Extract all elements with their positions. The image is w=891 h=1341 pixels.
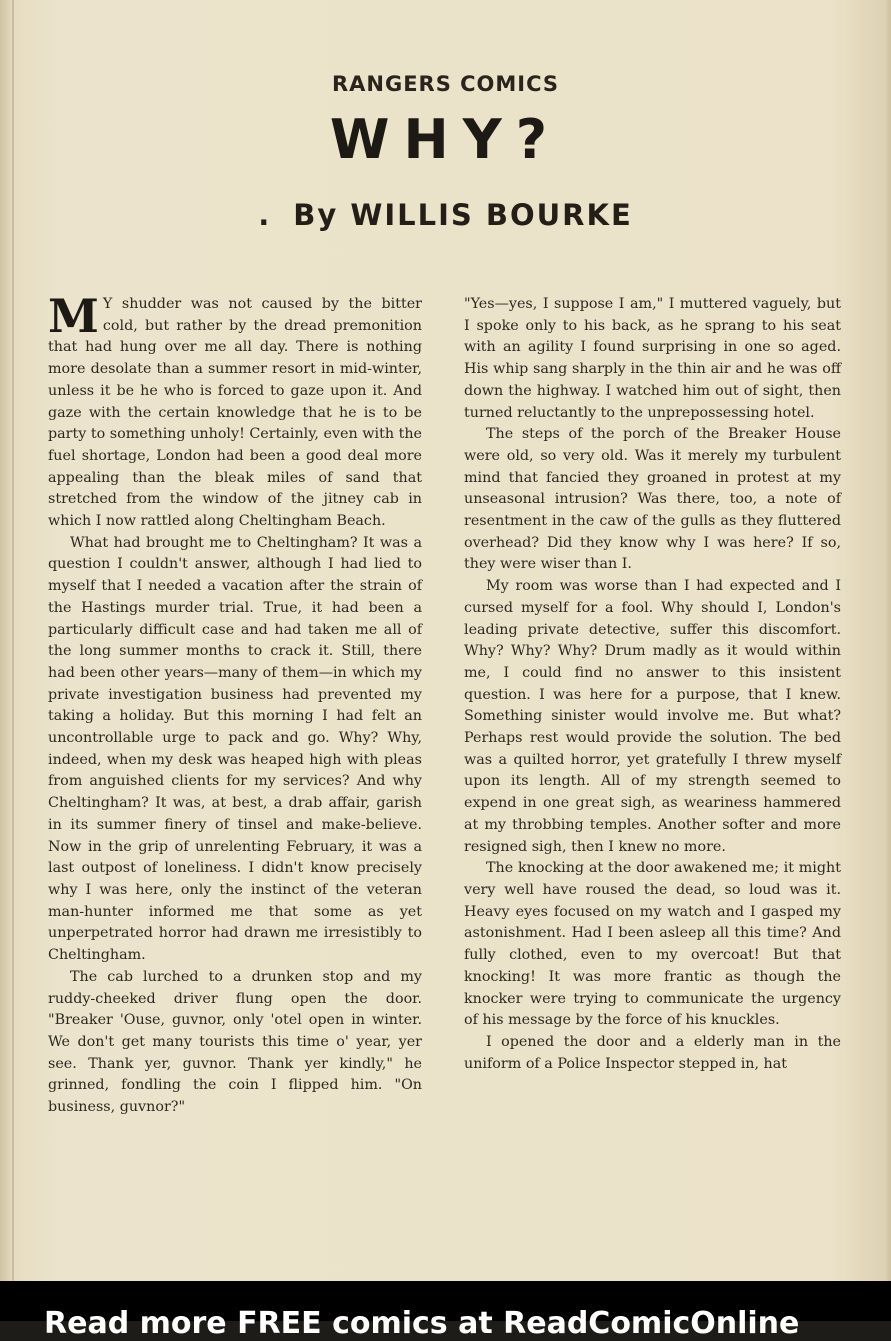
text-column-right — [464, 294, 841, 1075]
drop-cap: M — [48, 289, 99, 343]
series-title: RANGERS COMICS — [331, 72, 560, 96]
promo-banner-text: Read more FREE comics at ReadComicOnline — [44, 1306, 800, 1341]
paragraph: The cab lurched to a drunken stop and my ruddy-cheeked driver flung open the door. "Breaker 'Ouse, guvnor, only 'otel open in winter. We don't get many tourists this time o' year, yer see. Thank yer, guvnor. Thank yer kindly," he grinned, fondling the coin I flipped him. "On business, guvnor?" — [48, 968, 422, 1116]
paragraph: The knocking at the door awakened me; it might very well have roused the dead, so loud was it. Heavy eyes focused on my watch and I gasped my astonishment. Had I been asleep all this time? And fully clothed, even to my overcoat! But that knocking! It was more frantic as though the knocker were trying to communicate the urgency of his message by the force of his knuckles. — [464, 860, 841, 1029]
promo-banner[interactable] — [0, 1281, 891, 1341]
byline-text: By WILLIS BOURKE — [293, 198, 633, 232]
story-title: WHY? — [329, 108, 562, 171]
paragraph: M Y shudder was not caused by the bitter cold, but rather by the dread premonition that had hung over me all day. There is nothing more desolate than a summer resort in mid-winter, unless it be he who is forced to gaze upon it. And gaze with the certain knowledge that he is to be party to something unholy! Certainly, even with the fuel shortage, London had been a good deal more appealing than the bleak miles of sand that stretched from the window of the jitney cab in which I now rattled along Cheltingham Beach. — [48, 289, 422, 530]
paragraph: I opened the door and a elderly man in the uniform of a Police Inspector stepped in, hat — [464, 1033, 841, 1072]
paragraph: "Yes—yes, I suppose I am," I muttered vaguely, but I spoke only to his back, as he sprang to his seat with an agility I found surprising in one so aged. His whip sang sharply in the thin air and he was off down the highway. I watched him out of sight, then turned reluctantly to the unprepossessing hotel. — [464, 296, 841, 421]
byline: . By WILLIS BOURKE — [258, 198, 633, 232]
paragraph: The steps of the porch of the Breaker House were old, so very old. Was it merely my turbulent mind that fancied they groaned in protest at my unseasonal intrusion? Was there, too, a note of resentment in the caw of the gulls as they fluttered overhead? Did they know why I was here? If so, they were wiser than I. — [464, 426, 841, 573]
paragraph: My room was worse than I had expected and I cursed myself for a fool. Why should I, London's leading private detective, suffer this discomfort. Why? Why? Why? Drum madly as it would within me, I could find no answer to this insistent question. I was here for a purpose, that I knew. Something sinister would involve me. But what? Perhaps rest would provide the solution. The bed was a quilted horror, yet gratefully I threw myself upon its length. All of my strength seemed to expend in one great sigh, as weariness hammered at my throbbing temples. Another softer and more resigned sigh, then I knew no more. — [464, 578, 841, 855]
paragraph: What had brought me to Cheltingham? It was a question I couldn't answer, although I had lied to myself that I needed a vacation after the strain of the Hastings murder trial. True, it had been a particularly difficult case and had taken me all of the long summer months to crack it. Still, there had been other years—many of them—in which my private investigation business had prevented my taking a holiday. But this morning I had felt an uncontrollable urge to pack and go. Why? Why, indeed, when my desk was heaped high with pleas from anguished clients for my services? And why Cheltingham? It was, at best, a drab affair, garish in its summer finery of tinsel and make-believe. Now in the grip of unrelenting February, it was a last outpost of loneliness. I didn't know precisely why I was here, only the instinct of the veteran man-hunter informed me that some as yet unperpetrated horror had drawn me irresistibly to Cheltingham. — [48, 534, 422, 964]
text-column-left — [48, 289, 422, 1119]
